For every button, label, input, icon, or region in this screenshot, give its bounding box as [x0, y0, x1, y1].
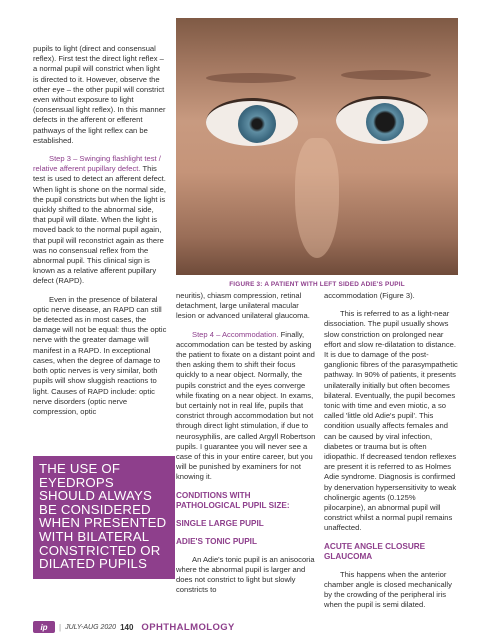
left-column	[33, 44, 167, 425]
publication-logo: ip	[33, 621, 55, 633]
section-name: OPHTHALMOLOGY	[141, 621, 235, 633]
left-eyebrow	[341, 70, 431, 80]
page-footer	[33, 620, 235, 634]
step3-heading: Step 3 – Swinging flashlight test / relative afferent pupillary defect.	[33, 154, 161, 174]
paragraph-causes-continued: neuritis), chiasm compression, retinal detachment, large unilateral macular lesion or advanced unilateral glaucoma.	[176, 291, 310, 321]
left-iris-dilated	[366, 103, 404, 141]
paragraph-swinging-flashlight	[33, 154, 167, 287]
paragraph-accommodation	[176, 330, 316, 483]
heading-angle-closure: ACUTE ANGLE CLOSURE GLAUCOMA	[324, 541, 426, 561]
paragraph-light-near-dissociation: This is referred to as a light-near dissociation. The pupil usually shows slow constriction on prolonged near effort and slow re-dilatation to distance. It is due to damage of the post-ganglionic fibres of the parasympathetic pathway. In 90% of patients, it presents unilaterally initially but often becomes bilateral. Eventually, the pupil becomes tonic with time and even miotic, a so called 'little old Adie's pupil'. This condition usually affects females and can be caused by viral infection, diabetes or trauma but is often idiopathic. If decreased tendon reflexes are present it is referred to as Holmes Adie syndrome. Diagnosis is confirmed by denervation hypersensitivity to weak cholinergic agents (0.125% pilocarpine), an abnormal pupil will constrict whilst a normal pupil remains unaffected.	[324, 309, 458, 533]
issue-date: JULY-AUG 2020	[65, 623, 117, 631]
figure-caption: FIGURE 3: A PATIENT WITH LEFT SIDED ADIE'S PUPIL	[229, 281, 405, 288]
step3-text: This test is used to detect an afferent defect. When light is shone on the normal side, the pupil constricts but when the light is quickly shifted to the abnormal side, that pupil will dilate. When the light is moved back to the normal pupil again, that pupil will reconstrict again as there was no consensual reflex from the abnormal pupil. This clinical sign is known as a relative afferent pupillary defect (RAPD).	[33, 164, 166, 286]
paragraph-angle-closure: This happens when the anterior chamber angle is closed mechanically by the crowding of the peripheral iris when the pupil is semi dilated.	[324, 569, 452, 610]
right-eyebrow	[206, 73, 296, 83]
heading-conditions: CONDITIONS WITH PATHOLOGICAL PUPIL SIZE:	[176, 490, 290, 510]
patient-eyes-photo	[176, 18, 458, 275]
paragraph-accommodation-ref: accommodation (Figure 3).	[324, 291, 415, 300]
heading-adies-tonic-pupil: ADIE'S TONIC PUPIL	[176, 536, 257, 546]
step4-text: Finally, accommodation can be tested by asking the patient to fixate on a distant point and then asking them to shift their focus quickly to a near object. Normally, the pupils constrict and the eyes converge while fixating on a near object. In exams, but certainly not in real life, pupils that constrict through accommodation but not through direct light stimulation, if due to neurosyphilis, are called Argyll Robertson pupils. I guarantee you will never see a case of this in your entire career, but you will be punished by examiners for not knowing it.	[176, 329, 316, 482]
pull-quote: THE USE OF EYEDROPS SHOULD ALWAYS BE CONSIDERED WHEN PRESENTED WITH BILATERAL CONSTRICTED OR DILATED PUPILS	[33, 456, 175, 579]
footer-separator: |	[59, 622, 62, 632]
right-iris	[238, 105, 276, 143]
paragraph-adies-intro: An Adie's tonic pupil is an anisocoria where the abnormal pupil is larger and does not constrict to light but slowly constricts to	[176, 554, 315, 595]
paragraph-light-reflex: pupils to light (direct and consensual reflex). First test the direct light reflex – a normal pupil will constrict when light is directed to it. However, observe the other eye – the other pupil will constrict even without exposure to light (consensual light reflex). In this manner defects in the afferent or efferent pathways of the light reflex can be established.	[33, 44, 166, 145]
nose	[295, 138, 339, 258]
step4-heading: Step 4 – Accommodation.	[192, 329, 279, 339]
right-column	[324, 291, 458, 618]
paragraph-bilateral-disease: Even in the presence of bilateral optic nerve disease, an RAPD can still be detected as in most cases, the damage will not be equal: thus the optic nerve with the greater damage will manifest in a RAPD. In exceptional cases, when the degree of damage to both optic nerves is very similar, both pupils will show sluggish reactions to light. Causes of RAPD include: optic nerve disorders (optic nerve compression, optic	[33, 294, 167, 416]
right-eye	[206, 98, 298, 146]
page-number: 140	[120, 622, 134, 632]
left-eye	[336, 96, 428, 144]
middle-column	[176, 291, 316, 603]
heading-single-large-pupil: SINGLE LARGE PUPIL	[176, 518, 264, 528]
